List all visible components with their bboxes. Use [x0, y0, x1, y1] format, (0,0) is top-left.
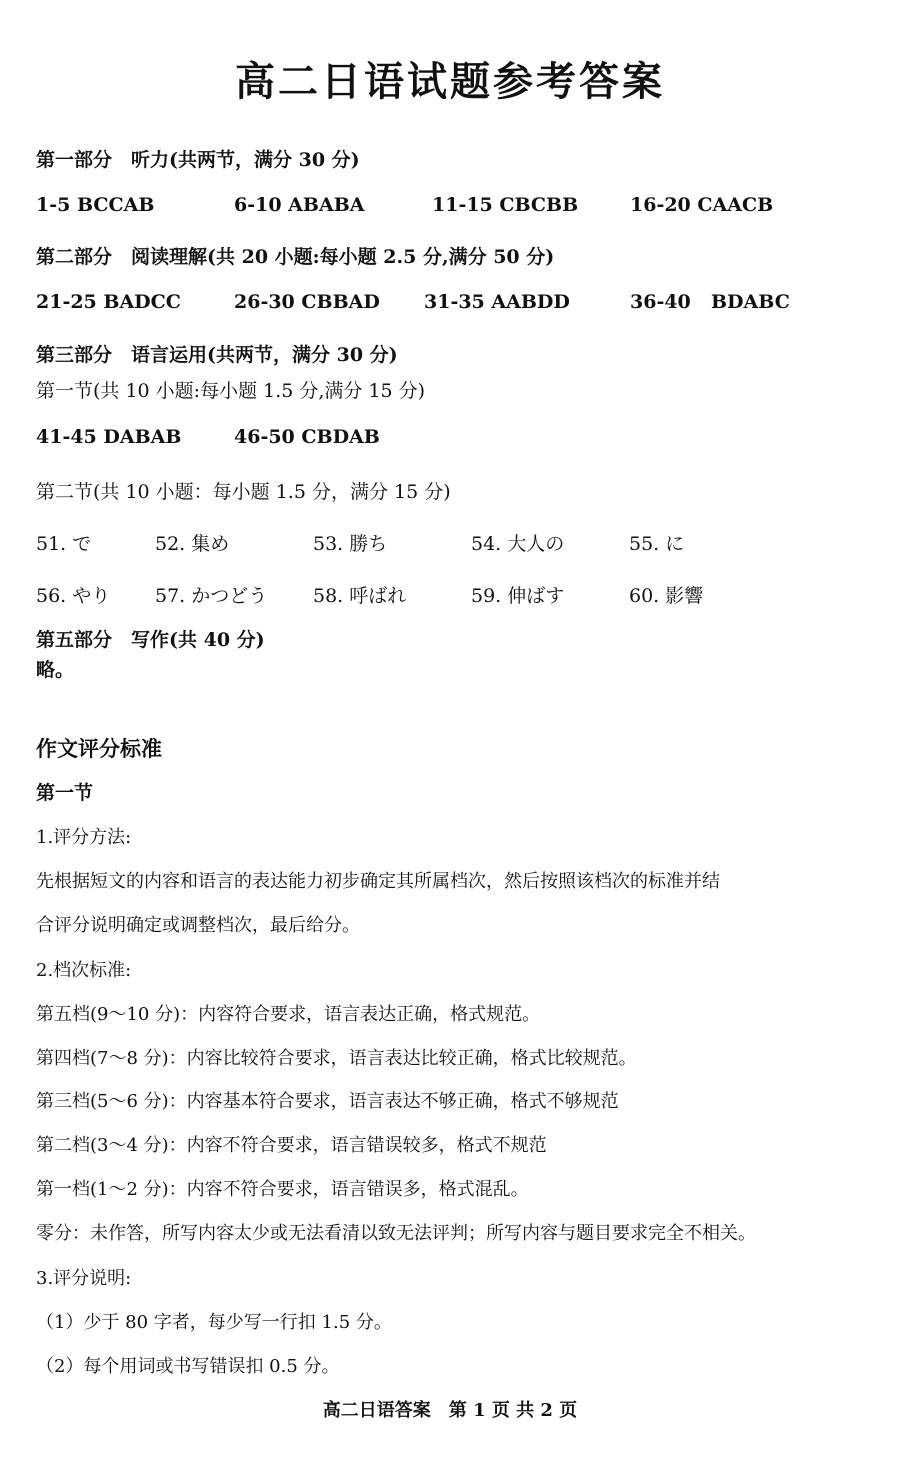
- fill-answer: 52. 集め: [155, 533, 230, 555]
- answer-group: 31-35 AABDD: [424, 291, 570, 313]
- fill-answer: 57. かつどう: [155, 585, 268, 607]
- rubric-note: （1）少于 80 字者，每少写一行扣 1.5 分。: [36, 1312, 392, 1333]
- fill-answer: 53. 勝ち: [313, 533, 388, 555]
- rubric-method-text: 先根据短文的内容和语言的表达能力初步确定其所属档次，然后按照该档次的标准并结: [36, 871, 720, 892]
- rubric-level-zero: 零分：未作答，所写内容太少或无法看清以致无法评判；所写内容与题目要求完全不相关。: [36, 1223, 756, 1244]
- answer-group-letters: BDABC: [711, 291, 790, 313]
- fill-answer: 58. 呼ばれ: [313, 585, 407, 607]
- part3-section1-heading: 第一节(共 10 小题:每小题 1.5 分,满分 15 分): [36, 380, 426, 402]
- part5-heading: 第五部分 写作(共 40 分): [36, 629, 265, 651]
- answer-group: 6-10 ABABA: [234, 194, 365, 216]
- answer-group: 26-30 CBBAD: [234, 291, 380, 313]
- fill-answer: 56. やり: [36, 585, 111, 607]
- rubric-section: 第一节: [36, 782, 94, 804]
- answer-group: 11-15 CBCBB: [432, 194, 579, 216]
- answer-group: 46-50 CBDAB: [234, 426, 380, 448]
- rubric-title: 作文评分标准: [36, 737, 162, 761]
- rubric-note: （2）每个用词或书写错误扣 0.5 分。: [36, 1356, 340, 1377]
- answer-group: 16-20 CAACB: [630, 194, 774, 216]
- fill-answer: 54. 大人の: [471, 533, 565, 555]
- fill-answer: 59. 伸ばす: [471, 585, 565, 607]
- rubric-method-title: 1.评分方法:: [36, 827, 132, 848]
- rubric-level: 第二档(3～4 分)：内容不符合要求，语言错误较多，格式不规范: [36, 1135, 547, 1156]
- rubric-method-text: 合评分说明确定或调整档次，最后给分。: [36, 915, 360, 936]
- rubric-level: 第四档(7～8 分)：内容比较符合要求，语言表达比较正确，格式比较规范。: [36, 1048, 637, 1069]
- part5-note: 略。: [36, 659, 75, 681]
- fill-answer: 51. で: [36, 533, 92, 555]
- rubric-levels-title: 2.档次标准:: [36, 960, 132, 981]
- answer-group: 1-5 BCCAB: [36, 194, 155, 216]
- fill-answer: 60. 影響: [629, 585, 704, 607]
- answer-group: 41-45 DABAB: [36, 426, 182, 448]
- rubric-level: 第三档(5～6 分)：内容基本符合要求，语言表达不够正确，格式不够规范: [36, 1091, 619, 1112]
- page-footer: 高二日语答案 第 1 页 共 2 页: [322, 1400, 578, 1421]
- rubric-level: 第一档(1～2 分)：内容不符合要求，语言错误多，格式混乱。: [36, 1179, 529, 1200]
- rubric-level: 第五档(9～10 分)：内容符合要求，语言表达正确，格式规范。: [36, 1004, 541, 1025]
- fill-answer: 55. に: [629, 533, 685, 555]
- rubric-notes-title: 3.评分说明:: [36, 1268, 132, 1289]
- part1-heading: 第一部分 听力(共两节，满分 30 分): [36, 149, 360, 171]
- answer-group-range: 36-40: [630, 291, 691, 313]
- answer-group: 21-25 BADCC: [36, 291, 181, 313]
- part3-section2-heading: 第二节(共 10 小题：每小题 1.5 分，满分 15 分): [36, 481, 451, 503]
- page-title: 高二日语试题参考答案: [235, 59, 665, 105]
- part3-heading: 第三部分 语言运用(共两节，满分 30 分): [36, 344, 398, 366]
- part2-heading: 第二部分 阅读理解(共 20 小题:每小题 2.5 分,满分 50 分): [36, 246, 555, 268]
